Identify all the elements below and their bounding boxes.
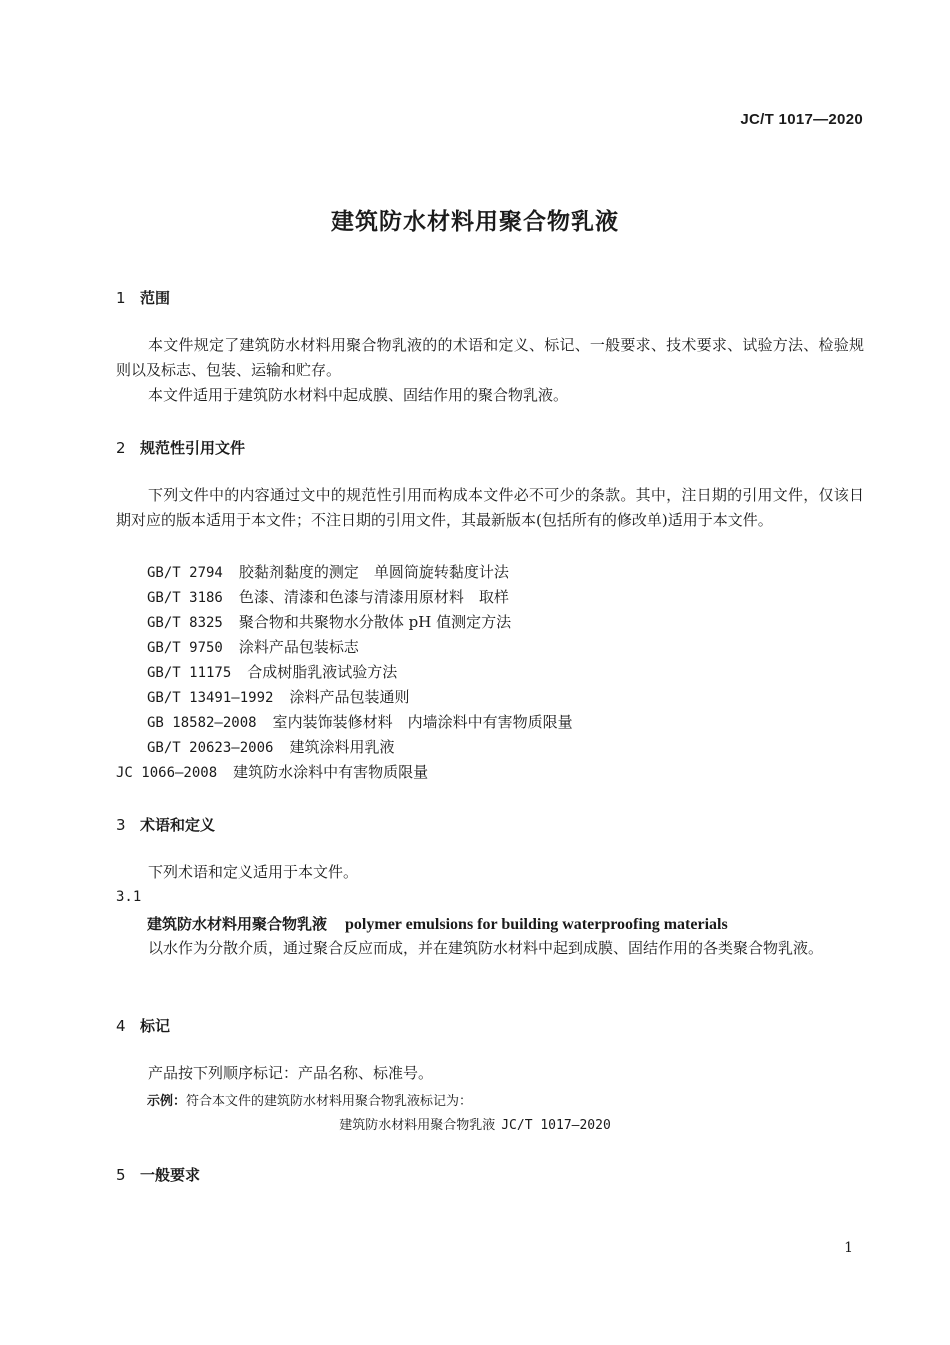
reference-title: 聚合物和共聚物水分散体 pH 值测定方法	[238, 613, 512, 631]
section-1-paragraph-2: 本文件适用于建筑防水材料中起成膜、固结作用的聚合物乳液。	[148, 386, 569, 404]
reference-code: GB/T 13491—1992	[147, 690, 274, 706]
section-3-paragraph-1: 下列术语和定义适用于本文件。	[148, 863, 359, 881]
term-chinese: 建筑防水材料用聚合物乳液	[147, 915, 328, 933]
section-number: 4	[116, 1017, 126, 1035]
reference-item	[147, 560, 509, 586]
term-definition: 以水作为分散介质，通过聚合反应而成，并在建筑防水材料中起到成膜、固结作用的各类聚合物乳液。	[148, 939, 824, 957]
reference-title: 胶黏剂黏度的测定 单圆筒旋转黏度计法	[238, 563, 509, 581]
reference-code: GB 18582—2008	[147, 715, 257, 731]
section-5-heading	[116, 1164, 200, 1185]
standard-number: JC/T 1017—2020	[740, 111, 863, 128]
reference-code: GB/T 11175	[147, 665, 232, 681]
example-mark-code: JC/T 1017—2020	[501, 1118, 611, 1133]
example-mark	[0, 1114, 950, 1133]
section-number: 2	[116, 439, 126, 457]
reference-code: GB/T 9750	[147, 640, 223, 656]
term-english: polymer emulsions for building waterproofing materials	[345, 916, 728, 933]
reference-code: GB/T 20623—2006	[147, 740, 274, 756]
section-4-paragraph-1: 产品按下列顺序标记：产品名称、标准号。	[148, 1064, 434, 1082]
reference-title: 建筑防水涂料中有害物质限量	[233, 763, 429, 781]
section-2-heading	[116, 437, 245, 458]
reference-item	[116, 760, 428, 786]
section-number: 5	[116, 1166, 126, 1184]
reference-item	[147, 585, 509, 611]
section-title: 范围	[140, 289, 171, 307]
document-title: 建筑防水材料用聚合物乳液	[331, 209, 619, 235]
reference-item	[147, 610, 511, 636]
section-3-heading	[116, 814, 215, 835]
reference-code: GB/T 3186	[147, 590, 223, 606]
reference-title: 室内装饰装修材料 内墙涂料中有害物质限量	[272, 713, 573, 731]
reference-item	[147, 710, 573, 736]
reference-code: JC 1066—2008	[116, 765, 218, 781]
section-1-heading	[116, 287, 170, 308]
section-number: 3	[116, 816, 126, 834]
reference-title: 涂料产品包装通则	[289, 688, 410, 706]
term-entry	[147, 913, 728, 934]
reference-title: 建筑涂料用乳液	[289, 738, 395, 756]
section-number: 1	[116, 289, 126, 307]
reference-title: 合成树脂乳液试验方法	[247, 663, 398, 681]
section-4-heading	[116, 1015, 170, 1036]
reference-item	[147, 660, 397, 686]
reference-item	[147, 635, 359, 661]
reference-code: GB/T 2794	[147, 565, 223, 581]
example-label: 示例：	[147, 1094, 187, 1109]
reference-title: 色漆、清漆和色漆与清漆用原材料 取样	[238, 588, 509, 606]
section-title: 术语和定义	[140, 816, 216, 834]
example-mark-name: 建筑防水材料用聚合物乳液	[339, 1118, 496, 1133]
example-line	[147, 1090, 472, 1109]
section-title: 一般要求	[140, 1166, 201, 1184]
section-2-paragraph-1: 下列文件中的内容通过文中的规范性引用而构成本文件必不可少的条款。其中，注日期的引用文件，仅该日期对应的版本适用于本文件；不注日期的引用文件，其最新版本(包括所有的修改单)适用于本文件。	[116, 486, 864, 529]
reference-code: GB/T 8325	[147, 615, 223, 631]
section-title: 规范性引用文件	[140, 439, 246, 457]
section-1-paragraph-1: 本文件规定了建筑防水材料用聚合物乳液的的术语和定义、标记、一般要求、技术要求、试验方法、检验规则以及标志、包装、运输和贮存。	[116, 336, 864, 379]
example-text: 符合本文件的建筑防水材料用聚合物乳液标记为：	[186, 1094, 473, 1109]
page-number: 1	[844, 1240, 853, 1256]
reference-title: 涂料产品包装标志	[238, 638, 359, 656]
section-title: 标记	[140, 1017, 171, 1035]
subsection-number: 3.1	[116, 889, 142, 905]
reference-item	[147, 685, 409, 711]
reference-item	[147, 735, 394, 761]
